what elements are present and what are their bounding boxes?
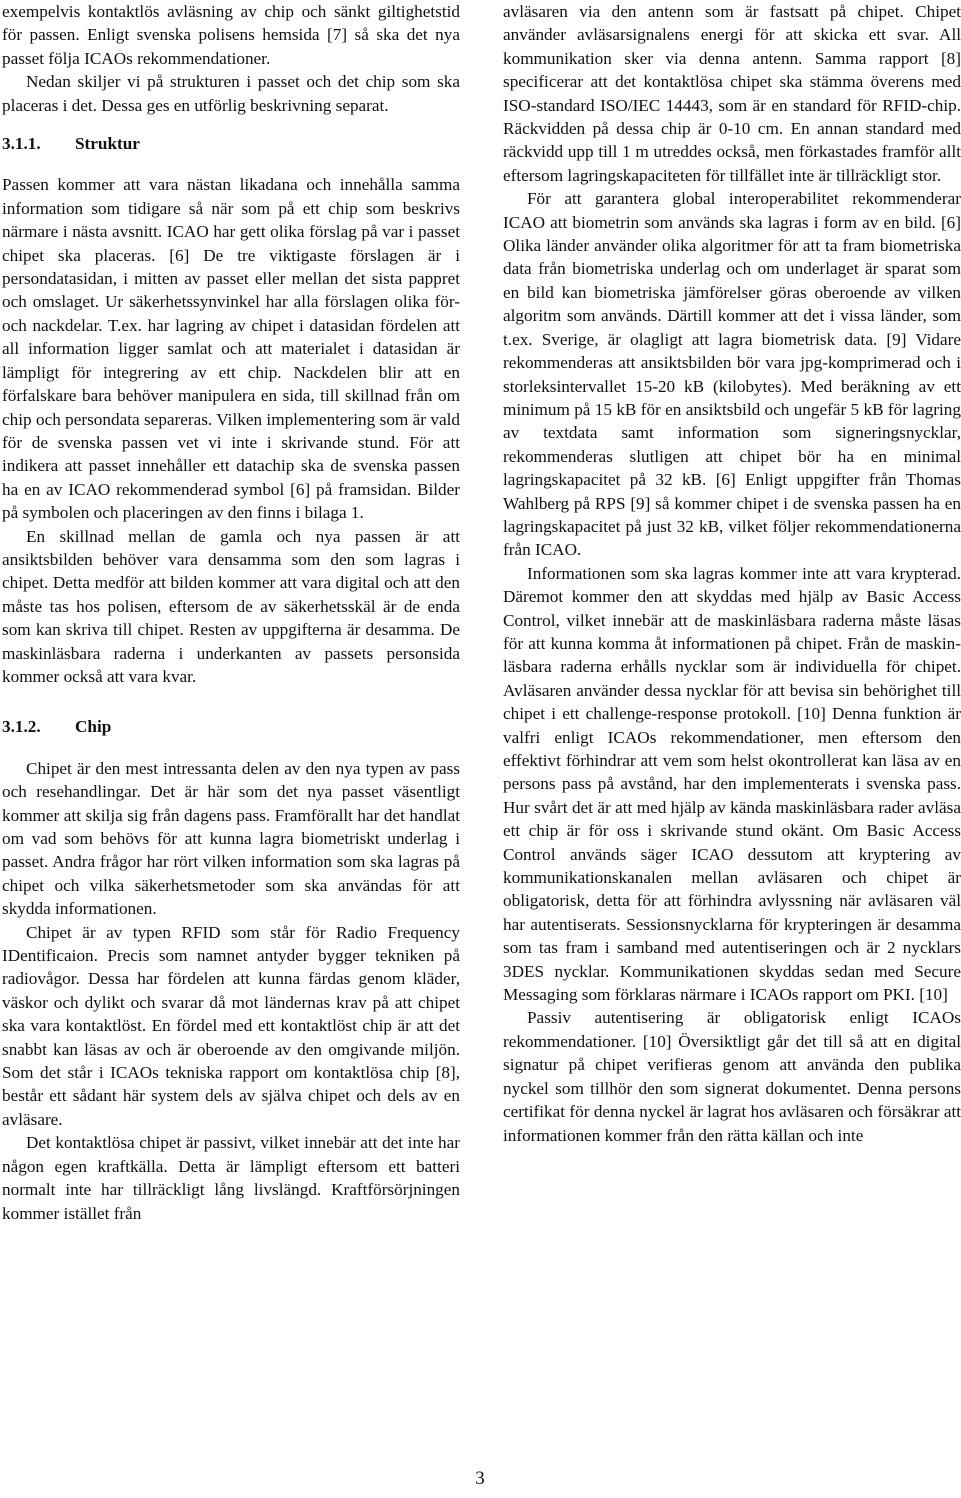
paragraph-intro-structure: Nedan skiljer vi på strukturen i passet och det chip som ska placeras i det. Dessa ges en utförlig beskrivning separat. (2, 72, 460, 115)
left-column (2, 0, 460, 1225)
paragraph-chip-1: Chipet är den mest intressanta delen av den nya typen av pass och resehandlingar. Det är här som det nya passet väsentligt kommer att skilja sig från dagens pass. Framförallt har det handlat om vad som behövs för att kunna lagra biometriskt underlag i passet. Andra frågor har rört vilken information som ska lagras på chipet och vilka säkerhetsmetoder som ska användas för att skydda informationen. (2, 758, 460, 919)
section-title: Struktur (75, 134, 140, 154)
paragraph-biometrics: För att garantera global interoperabilitet rekommenderar ICAO att biometrin som används ska lagras i form av en bild. [6] Olika länder använder olika algoritmer för att ta fram biometriska data från biometriska underlag och om underlaget är sparat som en bild kan biometriska jämförelser göras oberoende av vilken algoritm som används. Därtill kommer att det i vissa länder, som t.ex. Sverige, är olagligt att lagra biometrisk data. [9] Vidare rekommenderas att ansiktsbilden bör vara jpg-komprimerad och i storleksintervallet 15-20 kB (kilobytes). Med beräkning av ett minimum på 15 kB för en ansiktsbild och ungefär 5 kB för lagring av textdata samt information som signeringsnycklar, rekommenderas slutligen att chipet bör ha en minimal lagringskapacitet på 32 kB. [6] Enligt uppgifter från Thomas Wahlberg på RPS [9] så kommer chipet i de svenska passen ha en lagringskapacitet på just 32 kB, vilket följer rekommendationerna från ICAO. (503, 189, 961, 560)
paragraph-passive-authentication: Passiv autentisering är obligatorisk enligt ICAOs rekommendationer. [10] Översiktligt går det till så att en digital signatur på chipet verifieras genom att använda den publika nyckel som tillhör den som signerat dokumentet. Denna persons certifikat för denna nyckel är lagrat hos avläsaren och försäkrar att informationen kommer från den rätta källan och inte (503, 1008, 961, 1145)
section-heading-chip (2, 715, 460, 738)
paragraph-intro-continued: exempelvis kontaktlös avläsning av chip och sänkt giltighetstid för passen. Enligt svenska polisens hemsida [7] så ska det nya passet följa ICAOs rekommendationer. (2, 2, 460, 68)
section-number: 3.1.2. (2, 717, 41, 737)
paragraph-antenna-continued: avläsaren via den antenn som är fastsatt på chipet. Chipet använder avläsarsignalens energi för att skicka ett svar. All kommunikation sker via denna antenn. Samma rapport [8] specificerar att det kontaktlösa chipet ska stämma överens med ISO-standard ISO/IEC 14443, som är en standard för RFID-chip. Räckvidden på dessa chip är 0-10 cm. En annan standard med räckvidd upp till 1 m utreddes också, men förkastades framför allt eftersom lagringskapaciteten för tillfället inte är tillräckligt stor. (503, 2, 961, 185)
paragraph-struktur-2: En skillnad mellan de gamla och nya passen är att ansiktsbilden behöver vara densamma som den som lagras i chipet. Detta medför att bilden kommer att vara digital och att den måste tas hos polisen, eftersom de av säkerhetsskäl är de enda som kan skriva till chipet. Resten av uppgifterna är desamma. De maskinläsbara raderna i underkanten av passets personsida kommer också att vara kvar. (2, 526, 460, 686)
section-heading-struktur (2, 132, 460, 155)
right-column (503, 0, 961, 1147)
paragraph-struktur-1: Passen kommer att vara nästan likadana och innehålla samma information som tidigare så när som på ett chip som beskrivs närmare i nästa avsnitt. ICAO har gett olika förslag på var i passet chipet ska placeras. [6] De tre viktigaste förslagen är i persondatasidan, i mitten av passet eller mellan det sista pappret och omslaget. Ur säkerhetssynvinkel har alla förslagen olika för- och nackdelar. T.ex. har lagring av chipet i datasidan fördelen att all information ligger samlat och att materialet i datasidan är lämpligt för integrering av ett chip. Nackdelen blir att en förfalskare bara behöver manipulera en sida, till skillnad från om chip och persondata separeras. Vilken implementering som är vald för de svenska passen vet vi inte i skrivande stund. För att indikera att passet innehåller ett datachip ska de svenska passen ha en av ICAO rekommenderad symbol [6] på framsidan. Bilder på symbolen och placeringen av den finns i bilaga 1. (2, 175, 460, 523)
section-title: Chip (75, 717, 112, 737)
paragraph-chip-3: Det kontaktlösa chipet är passivt, vilket innebär att det inte har någon egen kraftkälla. Detta är lämpligt eftersom ett batteri normalt inte har tillräckligt lång livslängd. Kraftförsörjningen kommer istället från (2, 1133, 460, 1223)
paragraph-basic-access-control: Informationen som ska lagras kommer inte att vara krypterad. Däremot kommer den att skyddas med hjälp av Basic Access Control, vilket innebär att de maskinläsbara raderna måste läsas för att kunna komma åt informationen på chipet. Från de maskinläsbara raderna erhålls nycklar som är individuella för chipet. Avläsaren använder dessa nycklar för att bevisa sin behörighet till chipet i ett challenge-response protokoll. [10] Denna funktion är valfri enligt ICAOs rekommendationer, men eftersom den effektivt förhindrar att vem som helst okontrollerat kan läsa av en persons pass på avstånd, har den implementerats i svenska pass. Hur svårt det är att med hjälp av kända maskinläsbara rader avläsa ett chip är för oss i skrivande stund okänt. Om Basic Access Control används säger ICAO dessutom att kryptering av kommunikationskanalen mellan avläsaren och chipet är obligatorisk, detta för att förhindra avlyssning när avläsaren väl har autentiserats. Sessionsnycklarna för krypteringen är desamma som tas fram i samband med autentiseringen och är 2 nycklars 3DES nycklar. Kommunikationen skyddas sedan med Secure Messaging som förklaras närmare i ICAOs rapport om PKI. [10] (503, 563, 961, 1005)
paragraph-chip-2: Chipet är av typen RFID som står för Radio Frequency IDentificaion. Precis som namnet antyder bygger tekniken på radiovågor. Dessa har fördelen att kunna färdas genom kläder, väskor och dylikt och svarar då mot ländernas krav på att chipet ska vara kontaktlöst. En fördel med ett kontaktlöst chip är att det snabbt kan läsas av och är oberoende av den omgivande miljön. Som det står i ICAOs tekniska rapport om kontaktlösa chip [8], består ett sådant här system dels av själva chipet och dels av en avläsare. (2, 922, 460, 1129)
section-number: 3.1.1. (2, 134, 41, 154)
page-number: 3 (475, 1468, 485, 1489)
